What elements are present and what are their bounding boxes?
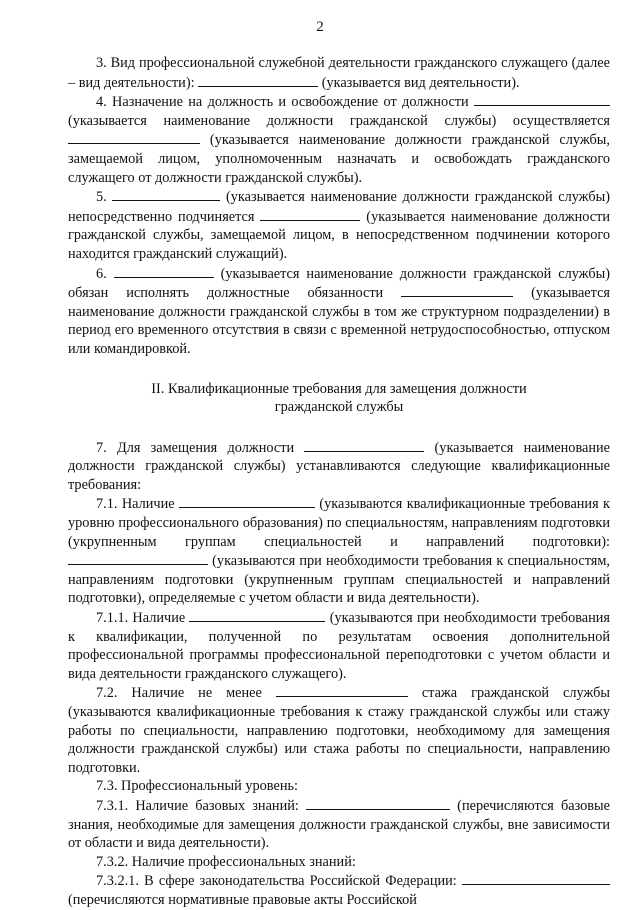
paragraph-7-1: 7.1. Наличие (указываются квалификационные требования к уровню профессионального образования) по специальностям, направлениям подготовки (укрупненным группам специальностей и направлений подготовки): (указываются при необходимости требования к специальностям, направлениям подготовки (укрупненным группам специальностей и направлений подготовки), определяемые с учетом области и вида деятельности). bbox=[68, 496, 610, 607]
section-heading-line-1: II. Квалификационные требования для замещения должности bbox=[151, 380, 527, 397]
page-number: 2 bbox=[316, 19, 324, 35]
blank-line bbox=[276, 683, 408, 697]
section-heading-line-2: гражданской службы bbox=[274, 399, 404, 416]
paragraph-7-3-2: 7.3.2. Наличие профессиональных знаний: bbox=[96, 853, 356, 870]
blank-line bbox=[68, 130, 200, 144]
blank-line bbox=[260, 207, 360, 221]
blank-line bbox=[304, 438, 424, 452]
paragraph-5: 5. (указывается наименование должности гражданской службы) непосредственно подчиняется (указывается наименование должности гражданской службы, замещаемой лицом, в непосредственном подчинении которого находится гражданский служащий). bbox=[68, 189, 611, 262]
document-body bbox=[68, 54, 610, 910]
blank-line bbox=[198, 73, 318, 87]
blank-line bbox=[306, 796, 450, 810]
paragraph-7-3-1: 7.3.1. Наличие базовых знаний: (перечисляются базовые знания, необходимые для замещения должности гражданской службы, вне зависимости от области и вида деятельности). bbox=[68, 797, 611, 852]
blank-line bbox=[462, 871, 610, 885]
paragraph-7-2: 7.2. Наличие не менее стажа гражданской службы (указываются квалификационные требования к стажу гражданской службы или стажу работы по специальности, направлению подготовки, необходимому для замещения должности гражданской службы) или стажа работы по специальности, направлению подготовки. bbox=[68, 685, 610, 776]
paragraph-4: 4. Назначение на должность и освобождение от должности (указывается наименование должности гражданской службы) осуществляется (указывается наименование должности гражданской службы, замещаемой лицом, уполномоченным назначать и освобождать гражданского служащего от должности гражданской службы). bbox=[68, 94, 610, 186]
paragraph-6: 6. (указывается наименование должности гражданской службы) обязан исполнять должностные обязанности (указывается наименование должности гражданской службы в том же структурном подразделении) в период его временного отсутствия в связи с временной нетрудоспособностью, отпуском или командировкой. bbox=[68, 265, 610, 357]
paragraph-7: 7. Для замещения должности (указывается наименование должности гражданской службы) устанавливаются следующие квалификационные требования: bbox=[68, 439, 610, 493]
paragraph-7-3: 7.3. Профессиональный уровень: bbox=[96, 778, 298, 795]
paragraph-7-3-2-1: 7.3.2.1. В сфере законодательства Российской Федерации: (перечисляются нормативные правовые акты Российской bbox=[68, 871, 610, 909]
paragraph-3: 3. Вид профессиональной служебной деятельности гражданского служащего (далее – вид деятельности): (указывается вид деятельности). bbox=[68, 55, 610, 91]
blank-line bbox=[179, 494, 315, 508]
blank-line bbox=[114, 264, 214, 278]
blank-line bbox=[401, 283, 513, 297]
blank-line bbox=[189, 608, 325, 622]
blank-line bbox=[68, 551, 208, 565]
paragraph-7-1-1: 7.1.1. Наличие (указываются при необходимости требования к квалификации, полученной по результатам освоения дополнительной профессиональной программы профессиональной переподготовки с учетом области и вида деятельности гражданского служащего). bbox=[68, 610, 610, 682]
section-heading bbox=[68, 380, 610, 417]
blank-line bbox=[112, 187, 220, 201]
blank-line bbox=[474, 92, 610, 106]
